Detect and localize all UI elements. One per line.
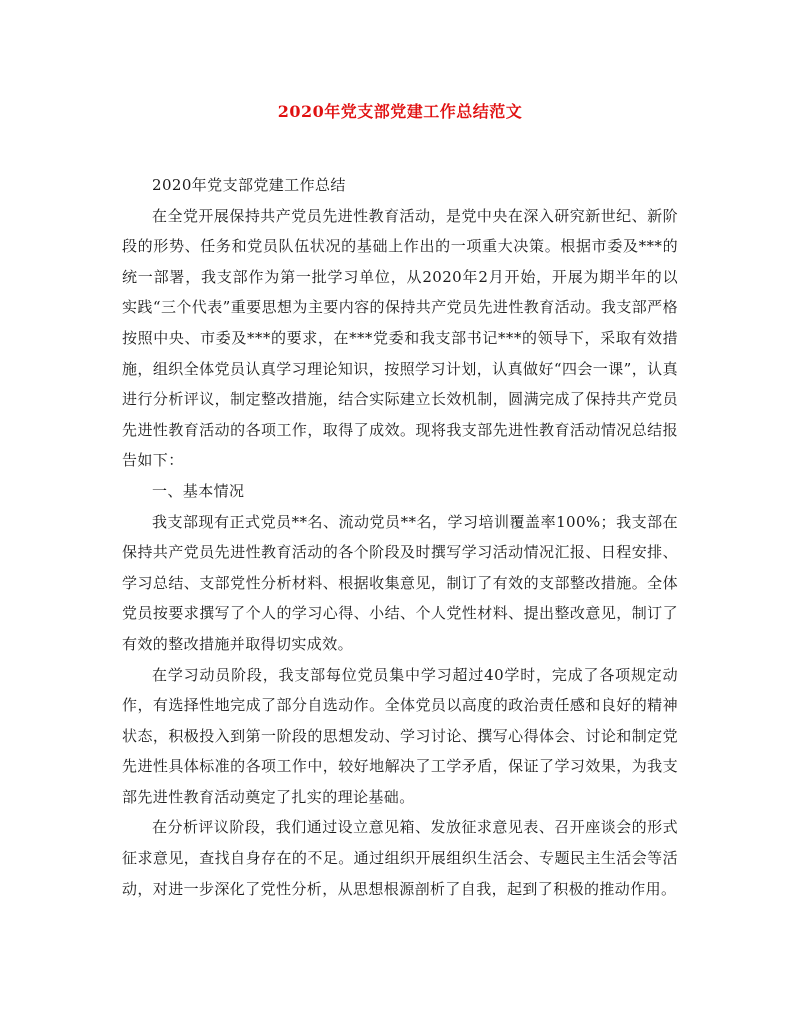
document-body	[122, 170, 678, 904]
section-heading-basic-situation: 一、基本情况	[152, 481, 245, 500]
paragraph-basic-situation: 我支部现有正式党员**名、流动党员**名，学习培训覆盖率100%；我支部在保持共产党员先进性教育活动的各个阶段及时撰写学习活动情况汇报、日程安排、学习总结、支部党性分析材料、根据收集意见，制订了有效的支部整改措施。全体党员按要求撰写了个人的学习心得、小结、个人党性材料、提出整改意见，制订了有效的整改措施并取得切实成效。	[122, 512, 678, 653]
paragraph-intro: 在全党开展保持共产党员先进性教育活动，是党中央在深入研究新世纪、新阶段的形势、任务和党员队伍状况的基础上作出的一项重大决策。根据市委及***的统一部署，我支部作为第一批学习单位，从2020年2月开始，开展为期半年的以实践“三个代表”重要思想为主要内容的保持共产党员先进性教育活动。我支部严格按照中央、市委及***的要求，在***党委和我支部书记***的领导下，采取有效措施，组织全体党员认真学习理论知识，按照学习计划，认真做好“四会一课”，认真进行分析评议，制定整改措施，结合实际建立长效机制，圆满完成了保持共产党员先进性教育活动的各项工作，取得了成效。现将我支部先进性教育活动情况总结报告如下：	[122, 206, 678, 470]
document-title: 2020年党支部党建工作总结范文	[277, 102, 523, 121]
paragraph-subtitle: 2020年党支部党建工作总结	[152, 176, 346, 194]
paragraph-analysis-review: 在分析评议阶段，我们通过设立意见箱、发放征求意见表、召开座谈会的形式征求意见，查找自身存在的不足。通过组织开展组织生活会、专题民主生活会等活动，对进一步深化了党性分析，从思想根源剖析了自我，起到了积极的推动作用。	[122, 818, 678, 898]
paragraph-study-mobilization: 在学习动员阶段，我支部每位党员集中学习超过40学时，完成了各项规定动作，有选择性地完成了部分自选动作。全体党员以高度的政治责任感和良好的精神状态，积极投入到第一阶段的思想发动、学习讨论、撰写心得体会、讨论和制定党先进性具体标准的各项工作中，较好地解决了工学矛盾，保证了学习效果，为我支部先进性教育活动奠定了扎实的理论基础。	[122, 665, 678, 806]
